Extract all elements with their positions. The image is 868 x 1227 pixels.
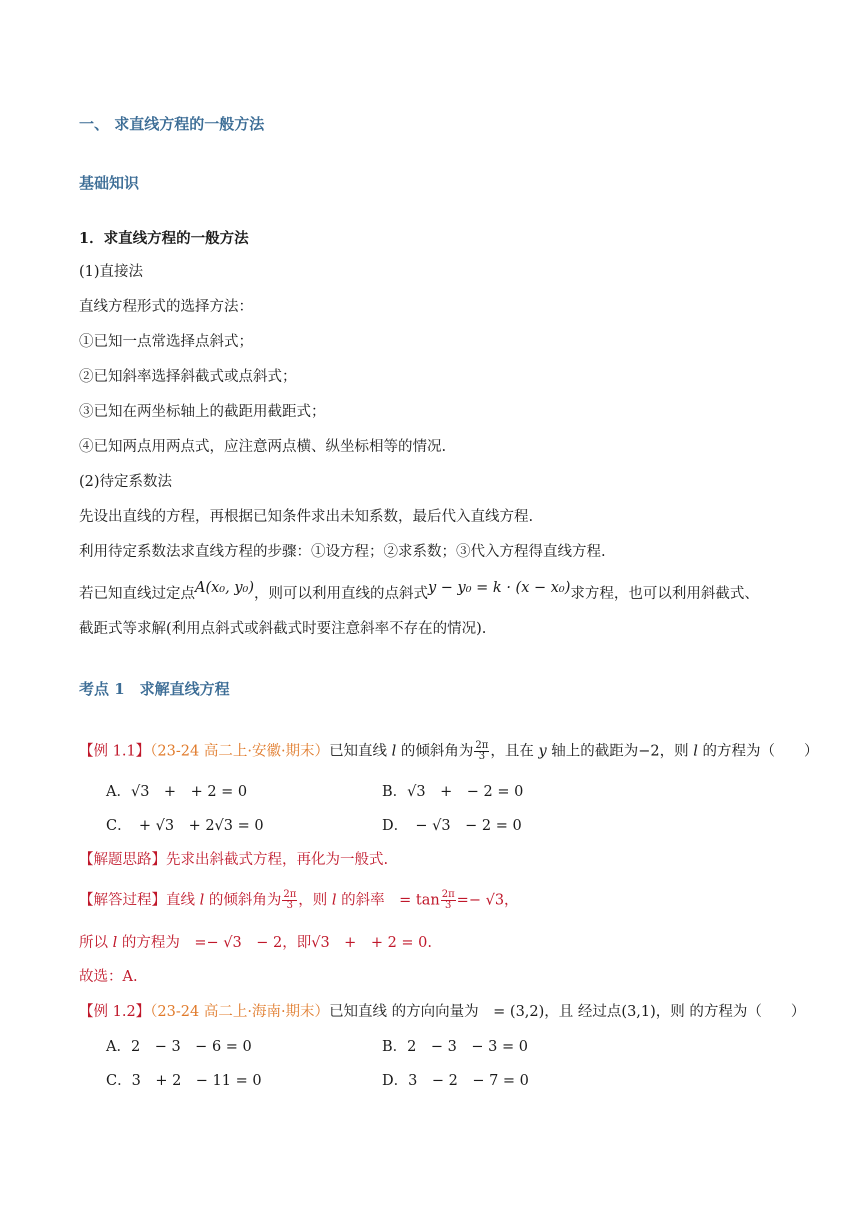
point-formula: A(x₀, y₀): [195, 580, 254, 596]
option-b: B．√3 + − 2 = 0: [382, 784, 524, 800]
fixed-point-paragraph: 若已知直线过定点A(x₀, y₀)，则可以利用直线的点斜式y − y₀ = k · (x − x₀)求方程，也可以利用斜截式、: [79, 580, 759, 602]
point1-heading: 1．求直线方程的一般方法: [79, 230, 249, 247]
example-1-2-question: 【例 1.2】（23-24 高二上·海南·期末）已知直线 的方向向量为 = (3,2)，且 经过点(3,1)，则 的方程为（ ）: [79, 1004, 806, 1020]
answer: 故选：A.: [79, 969, 138, 985]
fraction: $\frac{2\pi}{3}$: [475, 740, 489, 762]
kaodian-heading: 考点 1 求解直线方程: [79, 680, 230, 698]
option-a: A．√3 + + 2 = 0: [106, 784, 248, 800]
fixed-point-paragraph-cont: 截距式等求解(利用点斜式或斜截式时要注意斜率不存在的情况).: [79, 621, 487, 637]
list-item: ①已知一点常选择点斜式；: [79, 334, 253, 350]
undetermined-steps: 利用待定系数法求直线方程的步骤：①设方程；②求系数；③代入方程得直线方程.: [79, 544, 606, 560]
option-c: C． + √3 + 2√3 = 0: [106, 818, 264, 834]
fraction: $\frac{2\pi}{3}$: [441, 889, 455, 911]
option-b: B．2 − 3 − 3 = 0: [382, 1039, 528, 1055]
list-item: ④已知两点用两点式，应注意两点横、纵坐标相等的情况.: [79, 439, 447, 455]
solution-process-2: 所以 l 的方程为 =− √3 − 2，即√3 + + 2 = 0.: [79, 935, 433, 951]
direct-method: (1)直接法: [79, 264, 144, 280]
undetermined-desc: 先设出直线的方程，再根据已知条件求出未知系数，最后代入直线方程.: [79, 509, 534, 525]
option-d: D．3 − 2 − 7 = 0: [382, 1073, 529, 1089]
section-heading: 一、 求直线方程的一般方法: [79, 115, 265, 133]
solution-process: 【解答过程】直线 l 的倾斜角为 $\frac{2\pi}{3}$ ，则 l 的斜率 = tan $\frac{2\pi}{3}$ =− √3，: [79, 889, 519, 911]
undetermined-method: (2)待定系数法: [79, 474, 173, 490]
solution-idea: 【解题思路】先求出斜截式方程，再化为一般式.: [79, 852, 389, 868]
option-d: D． − √3 − 2 = 0: [382, 818, 522, 834]
example-tag: 【例 1.1】: [79, 743, 151, 760]
example-tag: 【例 1.2】: [79, 1004, 151, 1020]
point-slope-formula: y − y₀ = k · (x − x₀): [428, 580, 571, 596]
choose-method: 直线方程形式的选择方法：: [79, 299, 253, 315]
fraction: $\frac{2\pi}{3}$: [283, 889, 297, 911]
example-source: （23-24 高二上·海南·期末）: [150, 1004, 330, 1020]
option-c: C．3 + 2 − 11 = 0: [106, 1073, 262, 1089]
list-item: ③已知在两坐标轴上的截距用截距式；: [79, 404, 326, 420]
list-item: ②已知斜率选择斜截式或点斜式；: [79, 369, 297, 385]
basics-heading: 基础知识: [79, 174, 140, 192]
option-a: A．2 − 3 − 6 = 0: [106, 1039, 252, 1055]
example-1-1-question: 【例 1.1】（23-24 高二上·安徽·期末）已知直线 l 的倾斜角为 $\frac{2\pi}{3}$ ，且在 y 轴上的截距为−2，则 l 的方程为（ ）: [79, 740, 819, 762]
example-source: （23-24 高二上·安徽·期末）: [150, 743, 330, 760]
